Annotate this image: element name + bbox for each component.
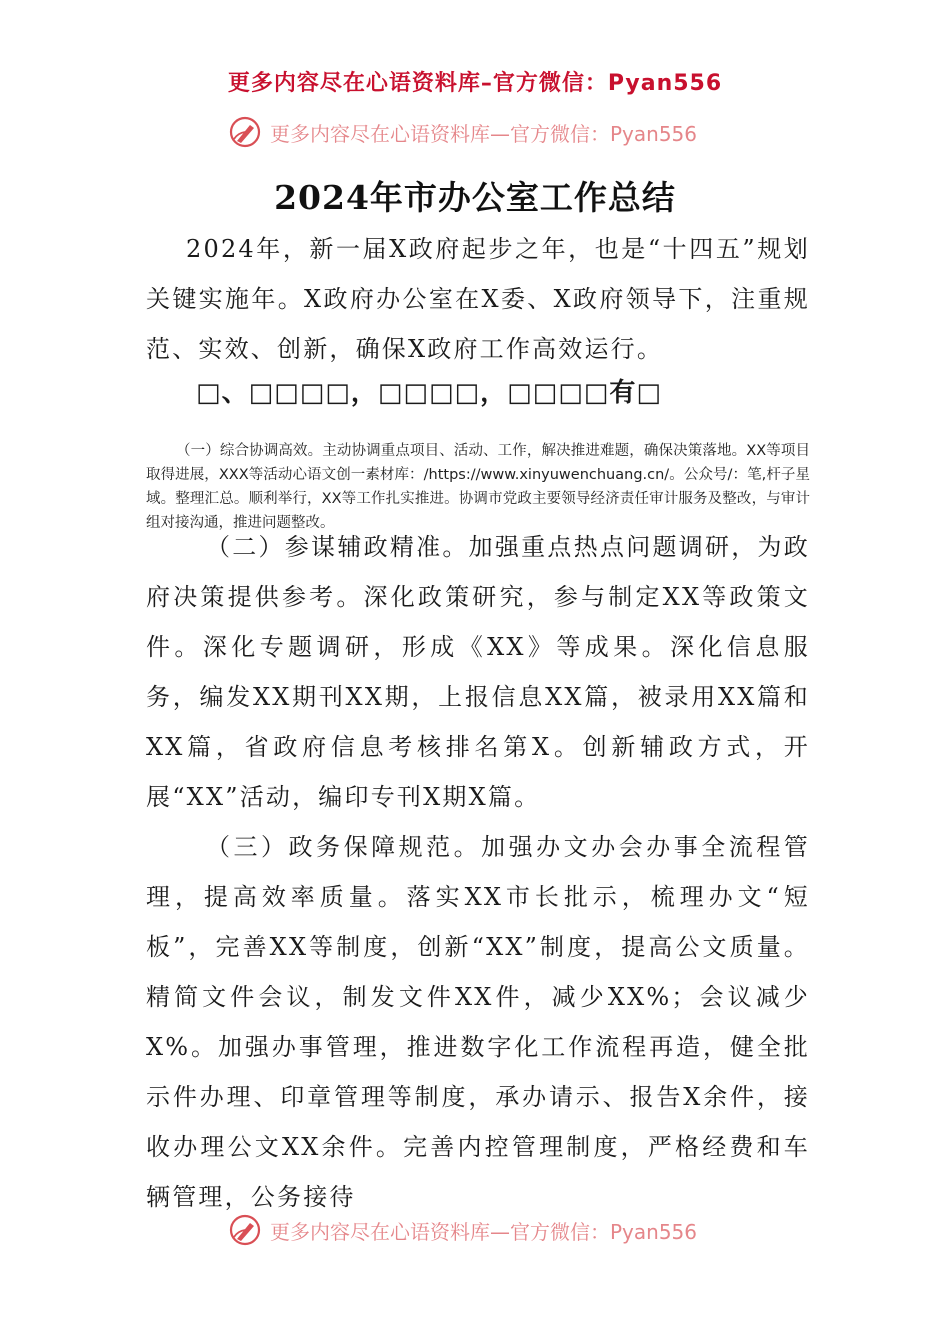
item-1-paragraph: （一）综合协调高效。主动协调重点项目、活动、工作，解决推进难题，确保决策落地。XX等项目取得进展，XXX等活动心语文创一素材库：/https://www.xinyuwenchuang.cn/。公众号/：笔,杆子星域。整理汇总。顺利举行，XX等工作扎实推进。协调市党政主要领导经济责任审计服务及整改，与审计组对接沟通，推进问题整改。 — [146, 442, 810, 531]
pen-nib-logo — [228, 1213, 262, 1247]
watermark-bottom — [228, 1210, 697, 1250]
intro-paragraph: 2024年，新一届X政府起步之年，也是“十四五”规划关键实施年。X政府办公室在X委、X政府领导下，注重规范、实效、创新，确保X政府工作高效运行。 — [146, 235, 810, 363]
watermark-text: 更多内容尽在心语资料库—官方微信：Pyan556 — [270, 121, 698, 146]
item-3-paragraph: （三）政务保障规范。加强办文办会办事全流程管理，提高效率质量。落实XX市长批示，梳理办文“短板”，完善XX等制度，创新“XX”制度，提高公文质量。精简文件会议，制发文件XX件，减少XX%；会议减少X%。加强办事管理，推进数字化工作流程再造，健全批示件办理、印章管理等制度，承办请示、报告X余件，接收办理公文XX余件。完善内控管理制度，严格经费和车辆管理，公务接待 — [146, 833, 810, 1211]
top-banner: 更多内容尽在心语资料库–官方微信：Pyan556 — [227, 71, 723, 96]
pen-nib-logo — [228, 115, 262, 149]
section-heading: □、□□□□，□□□□，□□□□有□ — [196, 378, 662, 408]
watermark-top — [228, 112, 697, 152]
item-2-paragraph: （二）参谋辅政精准。加强重点热点问题调研，为政府决策提供参考。深化政策研究，参与制定XX等政策文件。深化专题调研，形成《XX》等成果。深化信息服务，编发XX期刊XX期，上报信息XX篇，被录用XX篇和XX篇，省政府信息考核排名第X。创新辅政方式，开展“XX”活动，编印专刊X期X篇。 — [146, 533, 810, 811]
watermark-text: 更多内容尽在心语资料库—官方微信：Pyan556 — [270, 1219, 698, 1244]
page-title: 2024年市办公室工作总结 — [274, 178, 676, 217]
